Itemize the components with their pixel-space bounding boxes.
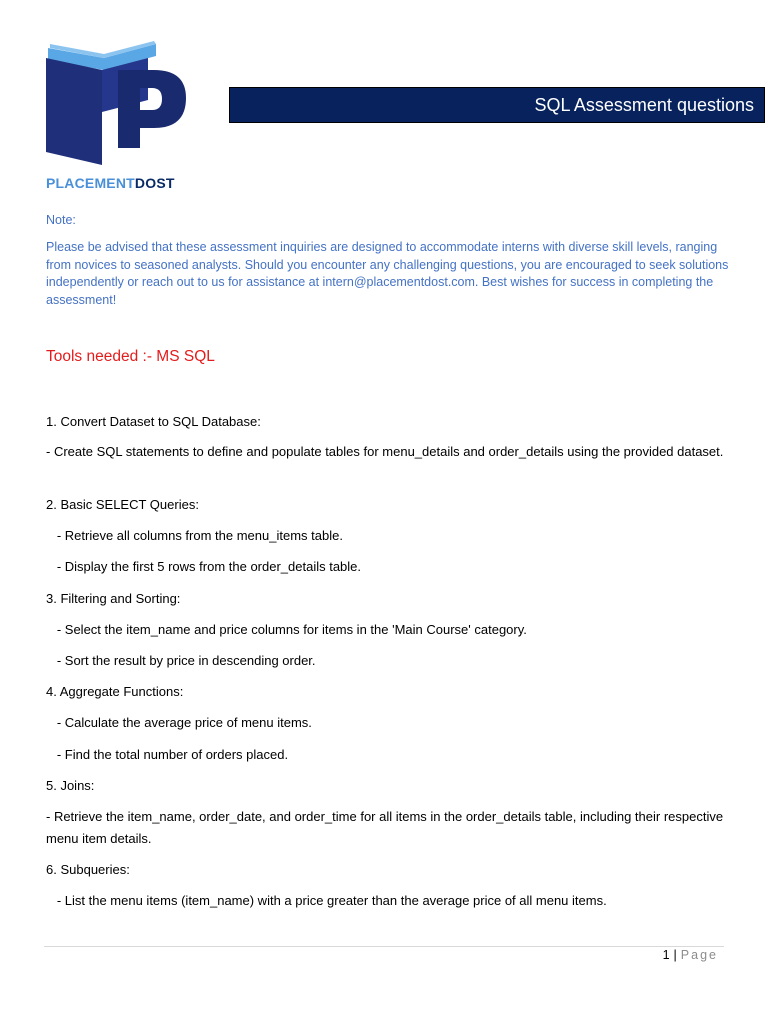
question-2-item-a: - Retrieve all columns from the menu_items table. [46,528,343,543]
placementdost-logo [44,40,190,165]
footer-divider [44,946,724,947]
question-6-heading: 6. Subqueries: [46,862,130,877]
brand-dost: DOST [134,175,175,191]
page-footer [663,948,718,962]
note-text: Please be advised that these assessment inquiries are designed to accommodate interns with diverse skill levels, ranging from novices to seasoned analysts. Should you encounter any challenging questions, you are encouraged to seek solutions independently or reach out to us for assistance at intern@placementdost.com. Best wishes for success in completing the assessment! [46,240,729,307]
question-1-heading: 1. Convert Dataset to SQL Database: [46,414,261,429]
footer-separator: | [673,948,677,962]
question-6-item: - List the menu items (item_name) with a price greater than the average price of all menu items. [46,893,607,908]
page-title: SQL Assessment questions [534,94,754,115]
question-5-item: - Retrieve the item_name, order_date, and order_time for all items in the order_details table, including their respective menu item details. [46,809,724,846]
question-1-item: - Create SQL statements to define and populate tables for menu_details and order_details using the provided dataset. [46,444,724,459]
question-5-heading: 5. Joins: [46,778,95,793]
note-label: Note: [46,213,76,227]
tools-needed: Tools needed :- MS SQL [46,348,215,365]
question-3-heading: 3. Filtering and Sorting: [46,591,181,606]
title-banner [229,87,765,123]
brand-wordmark [46,175,175,191]
page-number: 1 [662,948,670,962]
brand-placement: PLACEMENT [46,175,135,191]
question-2-heading: 2. Basic SELECT Queries: [46,497,199,512]
question-3-item-b: - Sort the result by price in descending order. [46,653,316,668]
page-label: Page [680,948,718,962]
question-4-item-a: - Calculate the average price of menu items. [46,715,312,730]
question-4-item-b: - Find the total number of orders placed. [46,747,289,762]
question-3-item-a: - Select the item_name and price columns for items in the 'Main Course' category. [46,622,527,637]
question-2-item-b: - Display the first 5 rows from the order_details table. [46,559,362,574]
question-4-heading: 4. Aggregate Functions: [46,684,184,699]
